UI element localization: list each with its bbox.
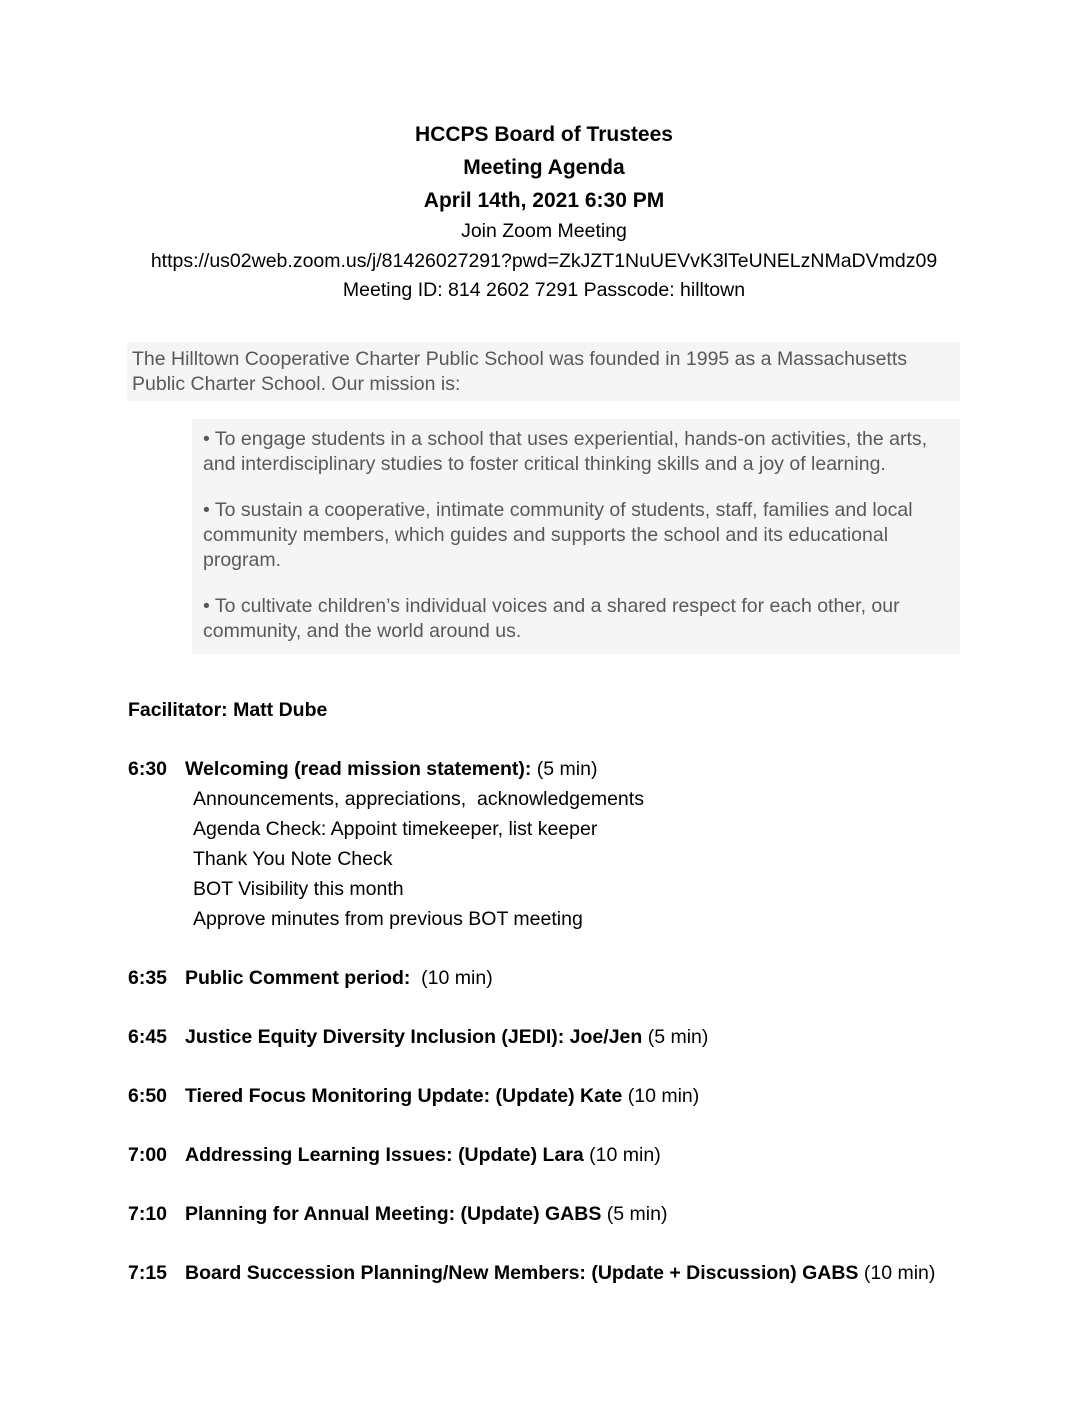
agenda-title: Public Comment period:: [185, 966, 416, 989]
agenda-time: 6:35: [128, 966, 168, 989]
agenda-row: [128, 963, 1028, 993]
agenda-subitems: [193, 784, 1028, 934]
agenda-subitem: Announcements, appreciations, acknowledgements: [193, 787, 644, 810]
agenda-row: [128, 754, 1028, 784]
mission-bullet: • To sustain a cooperative, intimate community of students, staff, families and local community members, which guides and supports the school and its educational program.: [203, 498, 913, 571]
doc-header: [0, 0, 1088, 306]
agenda-time: 6:30: [128, 757, 168, 780]
agenda-subitem: Approve minutes from previous BOT meeting: [193, 907, 583, 930]
agenda-duration: (5 min): [606, 1202, 668, 1225]
agenda-duration: (10 min): [863, 1261, 936, 1284]
agenda-duration: (5 min): [647, 1025, 709, 1048]
agenda-title: Justice Equity Diversity Inclusion (JEDI): Joe/Jen: [185, 1025, 648, 1048]
meeting-id-passcode: Meeting ID: 814 2602 7291 Passcode: hilltown: [342, 279, 746, 301]
agenda-row: [128, 1022, 1028, 1052]
agenda-item: [128, 1258, 1028, 1288]
agenda-time: 7:00: [128, 1143, 168, 1166]
agenda-row: [128, 1140, 1028, 1170]
doc-title: HCCPS Board of Trustees: [415, 123, 673, 146]
agenda-time: 6:45: [128, 1025, 168, 1048]
join-zoom-label: Join Zoom Meeting: [461, 220, 627, 242]
agenda-title: Addressing Learning Issues: (Update) Lara: [185, 1143, 590, 1166]
agenda-duration: (10 min): [589, 1143, 661, 1166]
agenda-subitem: BOT Visibility this month: [193, 877, 404, 900]
agenda-title: Welcoming (read mission statement):: [185, 757, 537, 780]
agenda-list: [128, 754, 1028, 1288]
agenda-subitem: Agenda Check: Appoint timekeeper, list keeper: [193, 817, 598, 840]
agenda-item: [128, 1081, 1028, 1111]
agenda-time: 6:50: [128, 1084, 168, 1107]
agenda-duration: (5 min): [536, 757, 598, 780]
agenda-time: 7:10: [128, 1202, 168, 1225]
agenda-duration: (10 min): [627, 1084, 700, 1107]
agenda-time: 7:15: [128, 1261, 168, 1284]
agenda-item: [128, 1022, 1028, 1052]
agenda-duration: (10 min): [415, 966, 493, 989]
facilitator-line: Facilitator: Matt Dube: [128, 698, 328, 721]
doc-subtitle: Meeting Agenda: [463, 156, 625, 179]
mission-bullets: [192, 419, 960, 654]
zoom-meeting-url: https://us02web.zoom.us/j/81426027291?pwd=ZkJZT1NuUEVvK3lTeUNELzNMaDVmdz09: [150, 249, 938, 272]
mission-bullet: • To engage students in a school that uses experiential, hands-on activities, the arts, and interdisciplinary studies to foster critical thinking skills and a joy of learning.: [203, 427, 928, 475]
meeting-datetime: April 14th, 2021 6:30 PM: [423, 189, 665, 212]
agenda-row: [128, 1258, 1028, 1288]
agenda-title: Board Succession Planning/New Members: (Update + Discussion) GABS: [185, 1261, 864, 1284]
agenda-row: [128, 1081, 1028, 1111]
agenda-title: Tiered Focus Monitoring Update: (Update) Kate: [185, 1084, 628, 1107]
agenda-row: [128, 1199, 1028, 1229]
agenda-item: [128, 1140, 1028, 1170]
agenda-title: Planning for Annual Meeting: (Update) GABS: [185, 1202, 607, 1225]
mission-intro: The Hilltown Cooperative Charter Public School was founded in 1995 as a Massachusetts Public Charter School. Our mission is:: [127, 342, 960, 401]
agenda-item: [128, 1199, 1028, 1229]
agenda-item: [128, 963, 1028, 993]
agenda-item: [128, 754, 1028, 934]
agenda-subitem: Thank You Note Check: [193, 847, 393, 870]
mission-bullet: • To cultivate children’s individual voices and a shared respect for each other, our community, and the world around us.: [203, 594, 900, 642]
